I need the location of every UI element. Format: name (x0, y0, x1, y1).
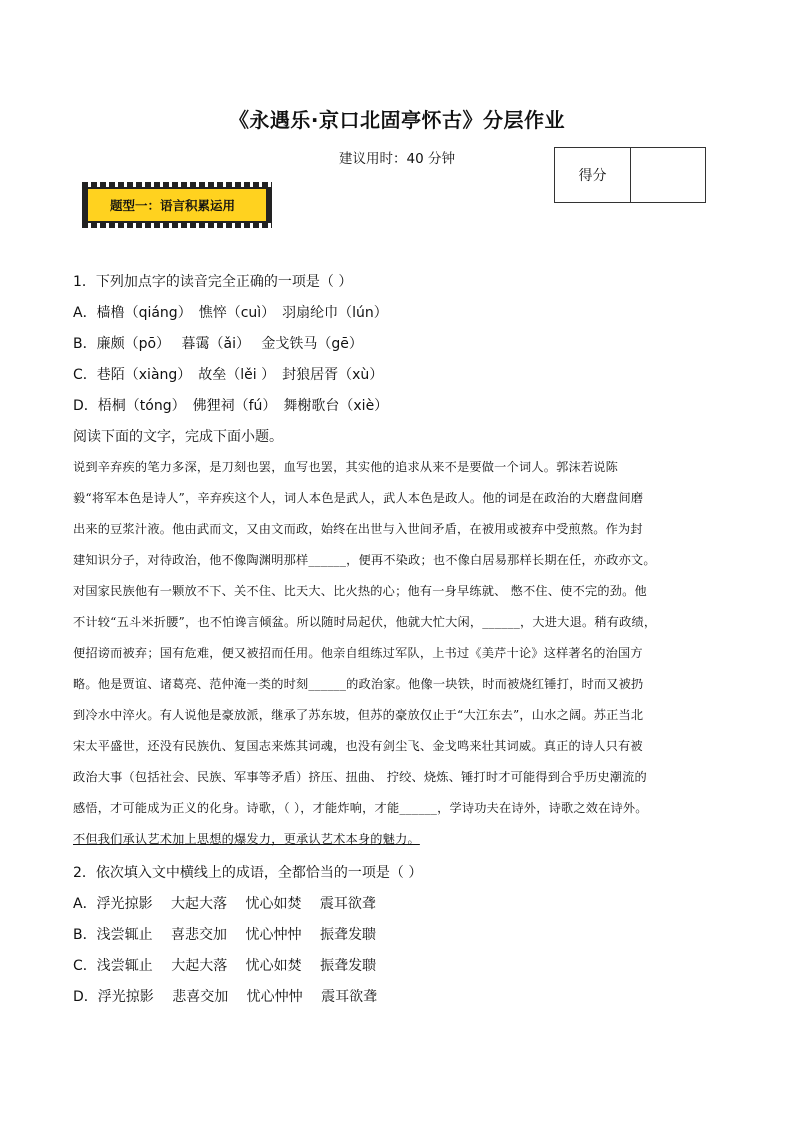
passage-line: 毅“将军本色是诗人”，辛弃疾这个人，词人本色是武人，武人本色是政人。他的词是在政治的大磨盘间磨 (73, 491, 644, 505)
question-2-option-b[interactable]: B．浅尝辄止 喜悲交加 忧心忡忡 振聋发聩 (73, 927, 376, 943)
passage-underlined-sentence: 不但我们承认艺术加上思想的爆发力，更承认艺术本身的魅力。 (73, 832, 420, 846)
question-2-stem: 2．依次填入文中横线上的成语，全都恰当的一项是（ ） (73, 865, 423, 881)
passage-line: 便招谤而被弃；国有危难，便又被招而任用。他亲自组练过军队，上书过《美芹十论》这样著名的治国方 (73, 646, 643, 660)
score-box (554, 147, 706, 203)
question-1-option-a[interactable]: A．樯橹（qiáng） 憔悴（cuì） 羽扇纶巾（lún） (73, 305, 388, 321)
reading-instruction: 阅读下面的文字，完成下面小题。 (73, 429, 283, 445)
suggested-time: 建议用时：40 分钟 (339, 151, 455, 167)
passage-line: 宋太平盛世，还没有民族仇、复国志来炼其词魂，也没有剑尘飞、金戈鸣来壮其词威。真正的诗人只有被 (73, 739, 643, 753)
score-value[interactable] (631, 148, 705, 202)
passage-line: 说到辛弃疾的笔力多深，是刀刻也罢，血写也罢，其实他的追求从来不是要做一个词人。郭沫若说陈 (73, 460, 619, 474)
question-1-option-d[interactable]: D．梧桐（tóng） 佛狸祠（fú） 舞榭歌台（xiè） (73, 398, 389, 414)
question-2-option-c[interactable]: C．浅尝辄止 大起大落 忧心如焚 振聋发聩 (73, 958, 377, 974)
passage-line: 政治大事（包括社会、民族、军事等矛盾）挤压、扭曲、 拧绞、烧炼、锤打时才可能得到合乎历史潮流的 (73, 770, 647, 784)
question-1-option-b[interactable]: B．廉颇（pō） 暮霭（ǎi） 金戈铁马（gē） (73, 336, 363, 352)
question-2-option-d[interactable]: D．浮光掠影 悲喜交加 忧心忡忡 震耳欲聋 (73, 989, 378, 1005)
passage-line: 到冷水中淬火。有人说他是豪放派，继承了苏东坡，但苏的豪放仅止于“大江东去”，山水之阔。苏正当北 (73, 708, 644, 722)
page-title: 《永遇乐·京口北固亭怀古》分层作业 (228, 108, 566, 132)
passage-line: 感悟，才可能成为正义的化身。诗歌，（ ），才能炸响，才能______，学诗功夫在诗外，诗歌之效在诗外。 (73, 801, 648, 815)
section-title: 题型一：语言积累运用 (88, 189, 266, 221)
question-2-option-a[interactable]: A．浮光掠影 大起大落 忧心如焚 震耳欲聋 (73, 896, 376, 912)
passage-line: 对国家民族他有一颗放不下、关不住、比天大、比火热的心；他有一身早练就、 憋不住、使不完的劲。他 (73, 584, 647, 598)
passage-line: 建知识分子，对待政治，他不像陶渊明那样______，便再不染政；也不像白居易那样长期在任，亦政亦文。 (73, 553, 656, 567)
passage-line: 略。他是贾谊、诸葛亮、范仲淹一类的时刻______的政治家。他像一块铁，时而被烧红锤打，时而又被扔 (73, 677, 644, 691)
score-label: 得分 (555, 148, 631, 202)
question-1-stem: 1．下列加点字的读音完全正确的一项是（ ） (73, 274, 353, 290)
passage-line: 不计较“五斗米折腰”，也不怕谗言倾盆。所以随时局起伏，他就大忙大闲，______，大进大退。稍有政绩， (73, 615, 657, 629)
passage-line: 出来的豆浆汁液。他由武而文，又由文而政，始终在出世与入世间矛盾，在被用或被弃中受煎熬。作为封 (73, 522, 643, 536)
question-1-option-c[interactable]: C．巷陌（xiàng） 故垒（lěi ） 封狼居胥（xù） (73, 367, 384, 383)
section-banner (82, 182, 272, 228)
